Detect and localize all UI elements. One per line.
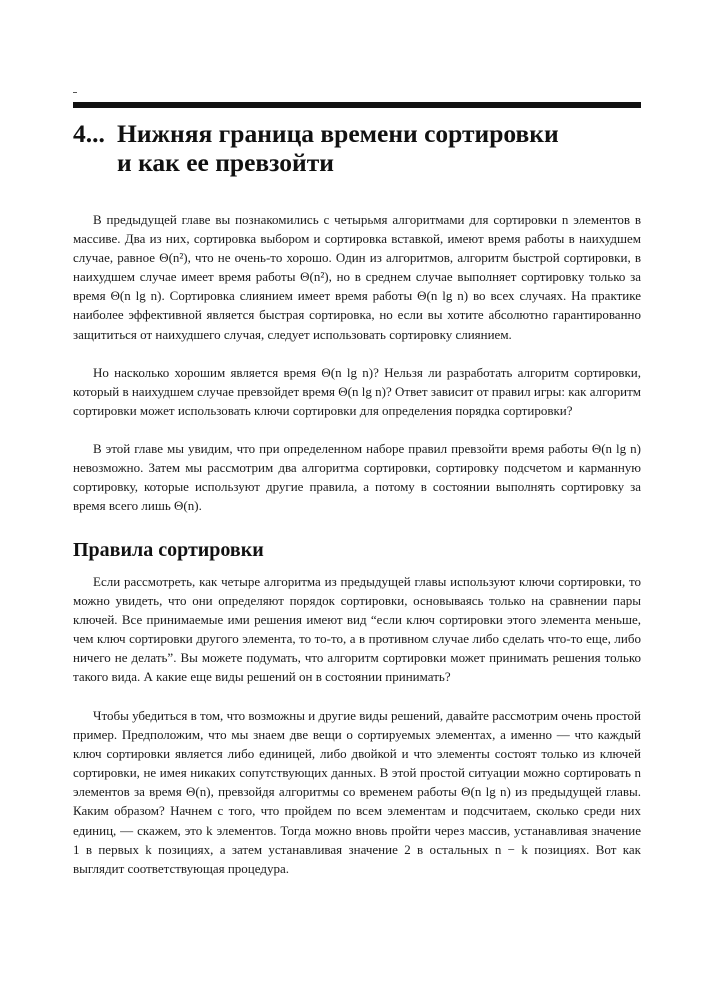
paragraph-intro-2 [73, 363, 641, 420]
paragraph-text: В этой главе мы увидим, что при определенном наборе правил превзойти время работы Θ(n lg n) невозможно. Затем мы рассмотрим два алгоритма сортировки, сортировку подсчетом и карманную сортировку, которые используют другие правила, а потому в состоянии выполнять сортировку за время всего лишь Θ(n). [73, 441, 641, 514]
chapter-title-line2: и как ее превзойти [117, 148, 334, 177]
paragraph-intro-1 [73, 210, 641, 344]
section-title: Правила сортировки [73, 539, 264, 561]
paragraph-intro-3 [73, 439, 641, 515]
paragraph-text: Но насколько хорошим является время Θ(n lg n)? Нельзя ли разработать алгоритм сортировки, который в наихудшем случае превзойдет время Θ(n lg n)? Ответ зависит от правил игры: как алгоритм сортировки может использовать ключи сортировки для определения порядка сортировки? [73, 365, 641, 419]
paragraph-text: Если рассмотреть, как четыре алгоритма из предыдущей главы используют ключи сортировки, то можно увидеть, что они определяют порядок сортировки, основываясь только на сравнении пары ключей. Все принимаемые ими решения имеют вид “если ключ сортировки этого элемента меньше, чем ключ сортировки другого элемента, то то-то, а в противном случае либо сделать что-то еще, либо ничего не делать”. Вы можете подумать, что алгоритм сортировки может принимать решения только такого вида. А какие еще виды решений он в состоянии принимать? [73, 574, 641, 685]
chapter-heading [73, 119, 641, 177]
paragraph-section-2 [73, 706, 641, 878]
page-corner-mark [73, 92, 77, 93]
chapter-number: 4... [73, 119, 105, 148]
paragraph-text: Чтобы убедиться в том, что возможны и другие виды решений, давайте рассмотрим очень простой пример. Предположим, что мы знаем две вещи о сортируемых элементах, а именно — что каждый ключ сортировки является либо единицей, либо двойкой и что элементы состоят только из ключей сортировки, не имея никаких сопутствующих данных. В этой простой ситуации можно сортировать n элементов за время Θ(n), превзойдя алгоритмы со временем работы Θ(n lg n) из предыдущей главы. Каким образом? Начнем с того, что пройдем по всем элементам и подсчитаем, сколько среди них единиц, — скажем, это k элементов. Тогда можно вновь пройти через массив, устанавливая значение 1 в первых k позициях, а затем устанавливая значение 2 в остальных n − k позициях. Вот как выглядит соответствующая процедура. [73, 708, 641, 876]
paragraph-text: В предыдущей главе вы познакомились с четырьмя алгоритмами для сортировки n элементов в массиве. Два из них, сортировка выбором и сортировка вставкой, имеют время работы в наихудшем случае, равное Θ(n²), что не очень-то хорошо. Один из алгоритмов, алгоритм быстрой сортировки, в наихудшем случае имеет время работы Θ(n²), но в среднем случае выполняет сортировку только за время Θ(n lg n). Сортировка слиянием имеет время работы Θ(n lg n) во всех случаях. На практике наиболее эффективной является быстрая сортировка, но если вы хотите абсолютно гарантированно защититься от наихудшего случая, следует использовать сортировку слиянием. [73, 212, 641, 342]
chapter-rule [73, 102, 641, 108]
chapter-title-line1: Нижняя граница времени сортировки [117, 119, 559, 148]
paragraph-section-1 [73, 572, 641, 687]
